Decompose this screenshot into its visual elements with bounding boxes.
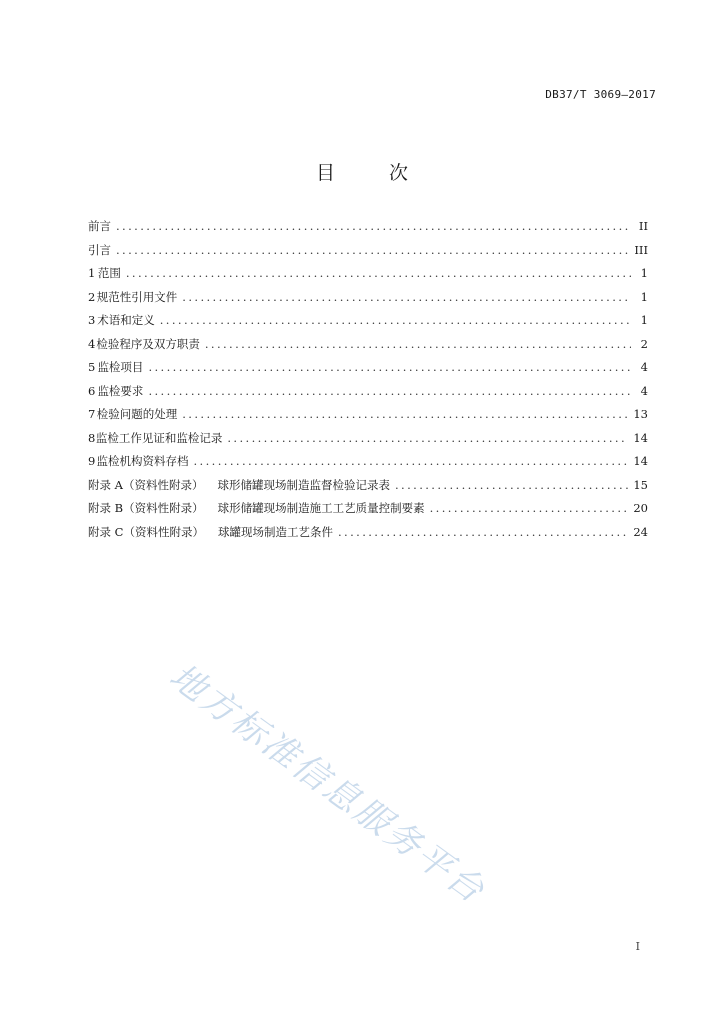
toc-entry-label: 监检项目 xyxy=(97,360,144,374)
toc-page-number: 1 xyxy=(640,313,648,327)
toc-entry-foreword[interactable] xyxy=(88,218,648,242)
toc-entry-6[interactable] xyxy=(88,383,648,407)
toc-entry-label: 检验问题的处理 xyxy=(96,407,178,421)
toc-entry-number: 3 xyxy=(88,313,96,327)
appendix-title: 球形储罐现场制造监督检验记录表 xyxy=(217,477,390,492)
page-number: I xyxy=(635,940,640,953)
appendix-label: 附录 C（资料性附录） xyxy=(88,524,204,539)
toc-page-number: 14 xyxy=(633,430,648,445)
toc-leader-dots xyxy=(148,360,631,374)
toc-entry-number: 7 xyxy=(88,407,96,421)
toc-entry-number: 9 xyxy=(88,454,96,468)
toc-entry-label: 术语和定义 xyxy=(97,313,155,327)
toc-leader-dots xyxy=(227,431,628,445)
toc-page-number: 4 xyxy=(640,383,648,398)
toc-entry-introduction[interactable] xyxy=(88,242,648,266)
toc-entry-number: 8 xyxy=(88,430,96,445)
toc-leader-dots xyxy=(148,384,631,398)
toc-entry-number: 5 xyxy=(88,360,96,374)
toc-page-number: 24 xyxy=(633,524,648,539)
appendix-title: 球形储罐现场制造施工工艺质量控制要素 xyxy=(217,501,425,515)
appendix-title: 球罐现场制造工艺条件 xyxy=(217,524,333,539)
toc-entry-number: 4 xyxy=(88,336,96,351)
toc-entry-label: 规范性引用文件 xyxy=(96,289,178,304)
toc-leader-dots xyxy=(126,266,631,280)
toc-entry-label: 监检要求 xyxy=(97,383,144,398)
toc-page-number: 14 xyxy=(633,454,648,468)
toc-leader-dots xyxy=(160,313,631,327)
toc-entry-label: 监检机构资料存档 xyxy=(96,454,189,468)
toc-entry-4[interactable] xyxy=(88,336,648,360)
appendix-label: 附录 B（资料性附录） xyxy=(88,501,204,515)
toc-page-number: III xyxy=(634,242,648,257)
toc-entry-appendix-a[interactable] xyxy=(88,477,648,501)
toc-entry-5[interactable] xyxy=(88,359,648,383)
toc-entry-label: 引言 xyxy=(88,242,111,257)
toc-page-number: II xyxy=(638,219,648,233)
toc-entry-3[interactable] xyxy=(88,312,648,336)
toc-leader-dots xyxy=(116,243,629,257)
toc-page-number: 4 xyxy=(640,360,648,374)
toc-leader-dots xyxy=(182,407,628,421)
toc-leader-dots xyxy=(194,454,629,468)
toc-page-number: 1 xyxy=(640,266,648,280)
toc-entry-7[interactable] xyxy=(88,406,648,430)
toc-entry-number: 2 xyxy=(88,289,96,304)
toc-leader-dots xyxy=(182,290,631,304)
toc-entry-appendix-b[interactable] xyxy=(88,500,648,524)
toc-entry-9[interactable] xyxy=(88,453,648,477)
toc-entry-label: 范围 xyxy=(97,266,121,280)
toc-leader-dots xyxy=(205,337,631,351)
table-of-contents xyxy=(88,218,648,547)
toc-entry-appendix-c[interactable] xyxy=(88,524,648,548)
toc-entry-label: 监检工作见证和监检记录 xyxy=(95,430,223,445)
toc-entry-number: 1 xyxy=(88,266,96,280)
toc-page-number: 1 xyxy=(640,289,648,304)
toc-entry-1[interactable] xyxy=(88,265,648,289)
toc-leader-dots xyxy=(430,501,629,515)
toc-page-number: 15 xyxy=(633,477,648,492)
toc-leader-dots xyxy=(338,525,628,539)
toc-entry-label: 检验程序及双方职责 xyxy=(96,336,200,351)
document-code: DB37/T 3069—2017 xyxy=(545,88,656,101)
watermark: 地方标准信息服务平台 xyxy=(161,656,493,913)
toc-entry-number: 6 xyxy=(88,383,96,398)
appendix-label: 附录 A（资料性附录） xyxy=(88,477,204,492)
toc-leader-dots xyxy=(395,478,628,492)
toc-leader-dots xyxy=(116,219,631,233)
toc-page-number: 13 xyxy=(633,407,648,421)
page-title: 目 次 xyxy=(315,162,433,184)
toc-page-number: 20 xyxy=(633,501,648,515)
toc-entry-label: 前言 xyxy=(88,219,111,233)
toc-entry-8[interactable] xyxy=(88,430,648,454)
toc-page-number: 2 xyxy=(640,336,648,351)
toc-entry-2[interactable] xyxy=(88,289,648,313)
